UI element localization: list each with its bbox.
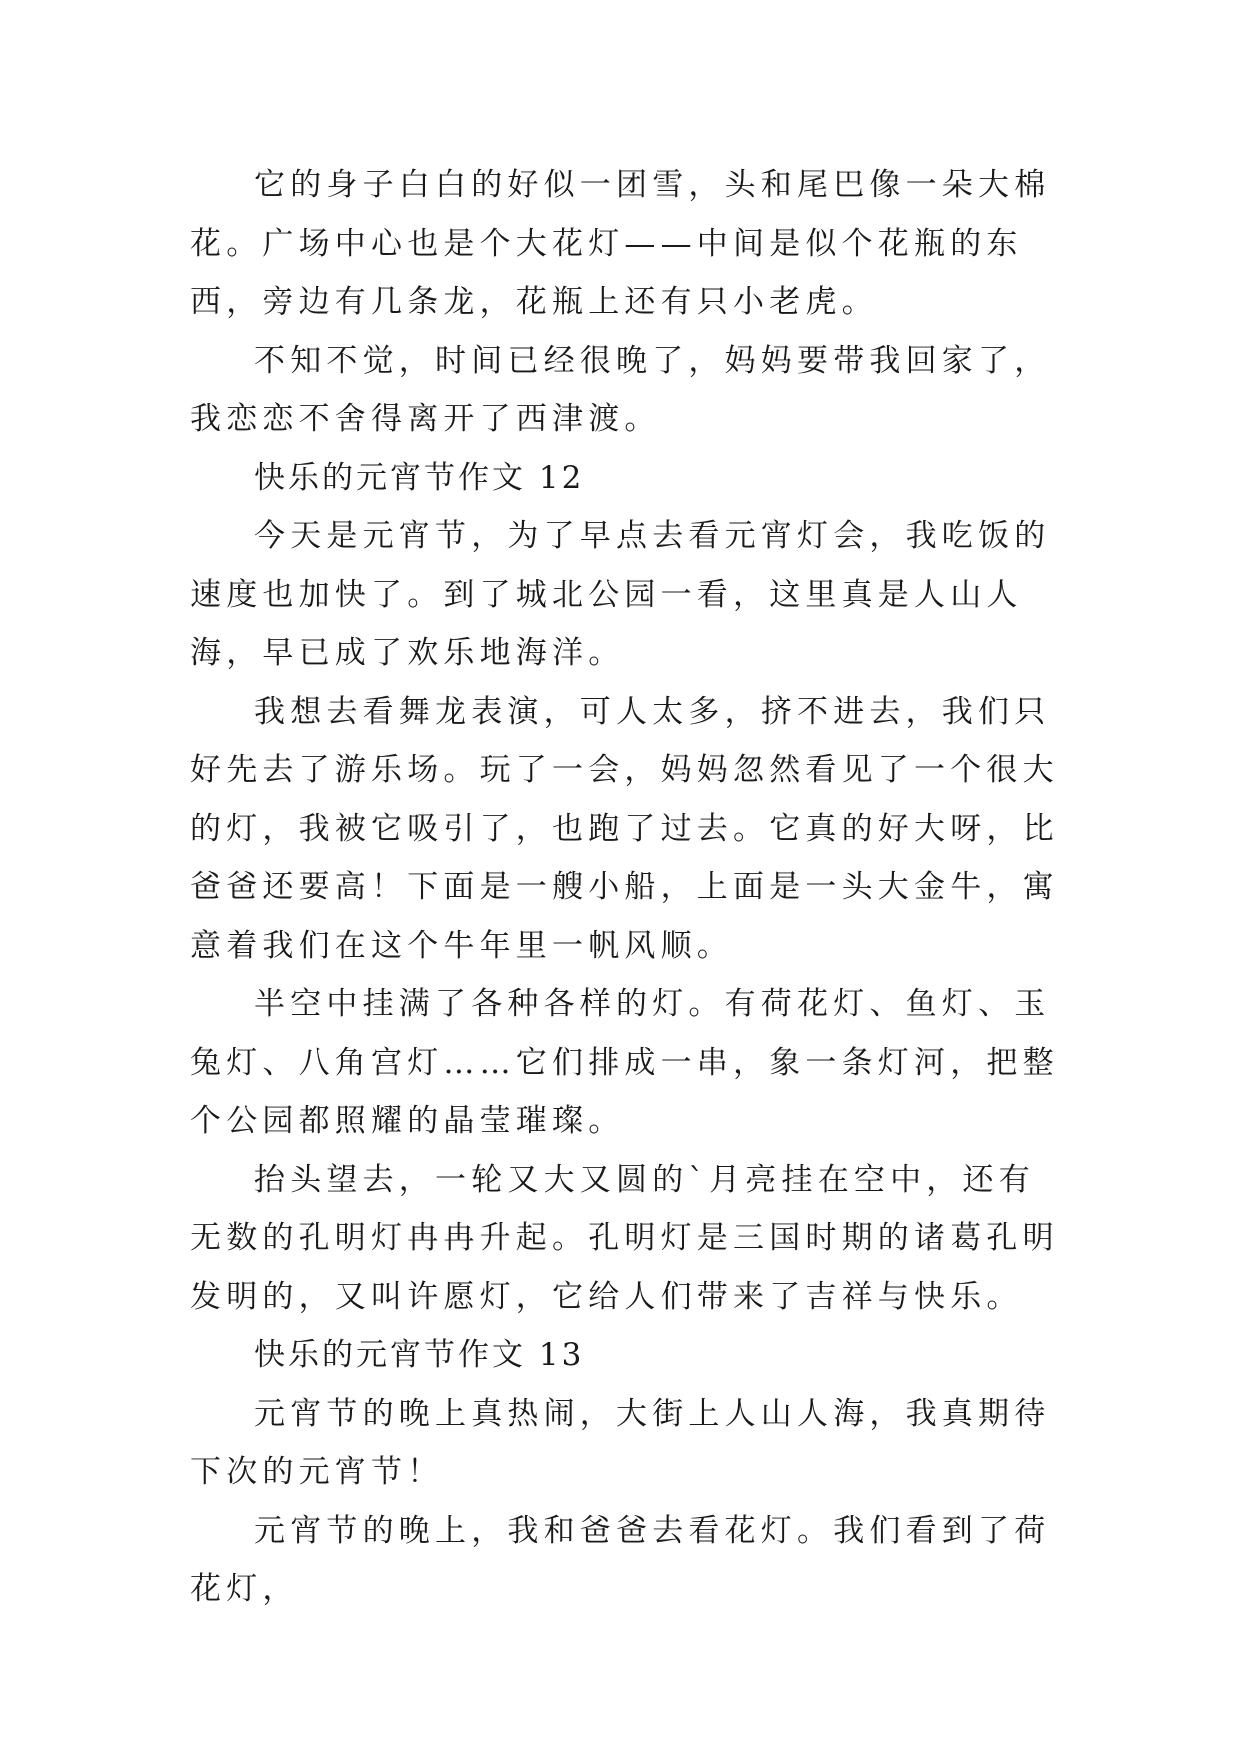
heading-text: 快乐的元宵节作文 12: [254, 459, 585, 496]
text-line: 今天是元宵节，为了早点去看元宵灯会，我吃饭的速度: [190, 518, 1051, 613]
essay-heading: [190, 1326, 1070, 1385]
text-line: 被它吸引了，也跑了过去。它真的好大呀，比爸爸还要高！: [190, 810, 1059, 905]
paragraph-body: [190, 332, 1070, 449]
text-line: 也加快了。到了城北公园一看，这里真是人山人海，早已成: [190, 576, 1023, 671]
text-line: 耀的晶莹璀璨。: [371, 1103, 625, 1139]
text-line: 了欢乐地海洋。: [371, 635, 625, 671]
document-body: [190, 156, 1070, 1619]
text-line: 八角宫灯……它们排成一串，象一条灯河，把整个公园都照: [190, 1044, 1059, 1139]
paragraph-body: [190, 683, 1070, 976]
text-line: 广场中心也是个大花灯——中间是似个花瓶的东西，旁边有: [190, 225, 1023, 320]
text-line: 几条龙，花瓶上还有只小老虎。: [371, 284, 878, 320]
text-line: 抬头望去，一轮又大又圆的`月亮挂在空中，还有无数: [190, 1161, 1035, 1256]
heading-text: 快乐的元宵节作文 13: [254, 1337, 585, 1373]
paragraph-body: [190, 1151, 1070, 1327]
text-line: 我想去看舞龙表演，可人太多，挤不进去，我们只好先: [190, 693, 1051, 788]
paragraph-body: [190, 1502, 1070, 1619]
text-line: 元宵节的晚上，我和爸爸去看花灯。我们看到了荷花灯，: [190, 1512, 1051, 1607]
text-line: 的元宵节！: [262, 1454, 444, 1490]
text-line: 年里一帆风顺。: [479, 927, 734, 964]
text-line: 的孔明灯冉冉升起。孔明灯是三国时期的诸葛孔明发明的，: [190, 1220, 1059, 1315]
text-line: 又叫许愿灯，它给人们带来了吉祥与快乐。: [334, 1278, 1023, 1315]
text-line: 去了游乐场。玩了一会，妈妈忽然看见了一个很大的灯，我: [190, 752, 1059, 847]
paragraph-body: [190, 975, 1070, 1151]
paragraph-body: [190, 156, 1070, 332]
text-line: 恋不舍得离开了西津渡。: [262, 401, 661, 437]
text-line: 下面是一艘小船，上面是一头大金牛，寓意着我们在这个牛: [190, 869, 1059, 964]
text-line: 不知不觉，时间已经很晚了，妈妈要带我回家了，我恋: [190, 342, 1051, 437]
paragraph-body: [190, 507, 1070, 683]
paragraph-body: [190, 1385, 1070, 1502]
essay-heading: [190, 449, 1070, 508]
text-line: 它的身子白白的好似一团雪，头和尾巴像一朵大棉花。: [190, 167, 1051, 262]
text-line: 元宵节的晚上真热闹，大街上人山人海，我真期待下次: [190, 1395, 1051, 1490]
text-line: 半空中挂满了各种各样的灯。有荷花灯、鱼灯、玉兔灯、: [190, 986, 1051, 1081]
